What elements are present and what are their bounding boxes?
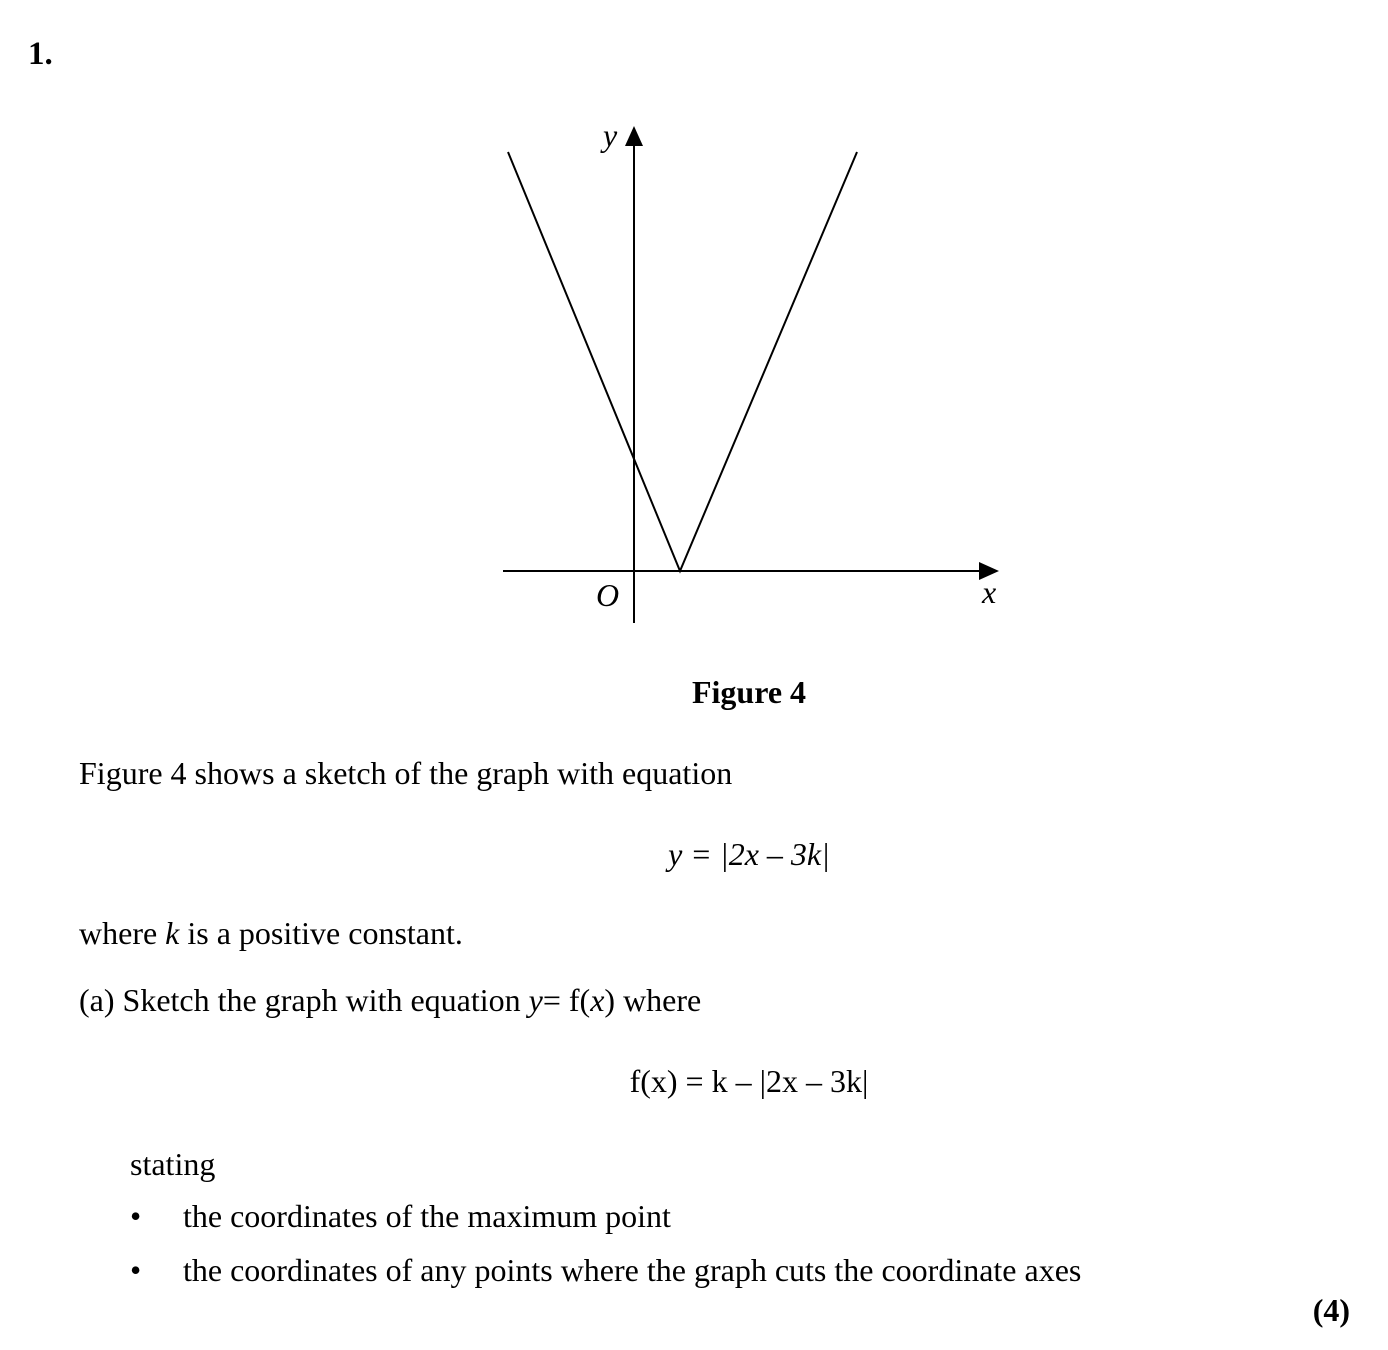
graph-line-v bbox=[508, 152, 857, 571]
part-a-instruction: Sketch the graph with equation bbox=[122, 982, 521, 1018]
bullet-1-symbol: • bbox=[130, 1198, 142, 1234]
stating-text: stating bbox=[130, 1146, 216, 1182]
figure-4-graph bbox=[0, 0, 1388, 660]
bullet-1-text: the coordinates of the maximum point bbox=[183, 1198, 671, 1234]
bullet-2-symbol: • bbox=[130, 1252, 142, 1288]
bullet-2-text: the coordinates of any points where the graph cuts the coordinate axes bbox=[183, 1252, 1082, 1288]
axis-x-label: x bbox=[982, 574, 997, 610]
condition-var: k bbox=[165, 915, 180, 951]
condition-suffix: is a positive constant. bbox=[187, 915, 463, 951]
part-a-eq-close: ) where bbox=[604, 982, 702, 1018]
figure-caption: Figure 4 bbox=[691, 674, 807, 710]
equation-1-text: y = |2x – 3k| bbox=[668, 836, 830, 872]
condition-prefix: where bbox=[79, 915, 158, 951]
part-a-eq-y: y bbox=[528, 982, 543, 1018]
equation-1 bbox=[0, 836, 1388, 873]
origin-label: O bbox=[596, 577, 620, 613]
axis-y-label: y bbox=[603, 117, 618, 153]
part-a-eq-x: x bbox=[590, 982, 605, 1018]
condition-text bbox=[79, 915, 463, 952]
marks-allocation: (4) bbox=[1312, 1292, 1350, 1328]
part-a-eq-rest: = f( bbox=[542, 982, 591, 1018]
part-a-label: (a) bbox=[79, 982, 115, 1018]
equation-2-text: f(x) = k – |2x – 3k| bbox=[629, 1063, 869, 1099]
y-axis-arrowhead bbox=[625, 126, 643, 146]
part-a-text bbox=[79, 982, 701, 1019]
question-number: 1. bbox=[28, 36, 53, 72]
equation-2 bbox=[0, 1063, 1388, 1100]
intro-text: Figure 4 shows a sketch of the graph with equation bbox=[79, 755, 733, 791]
